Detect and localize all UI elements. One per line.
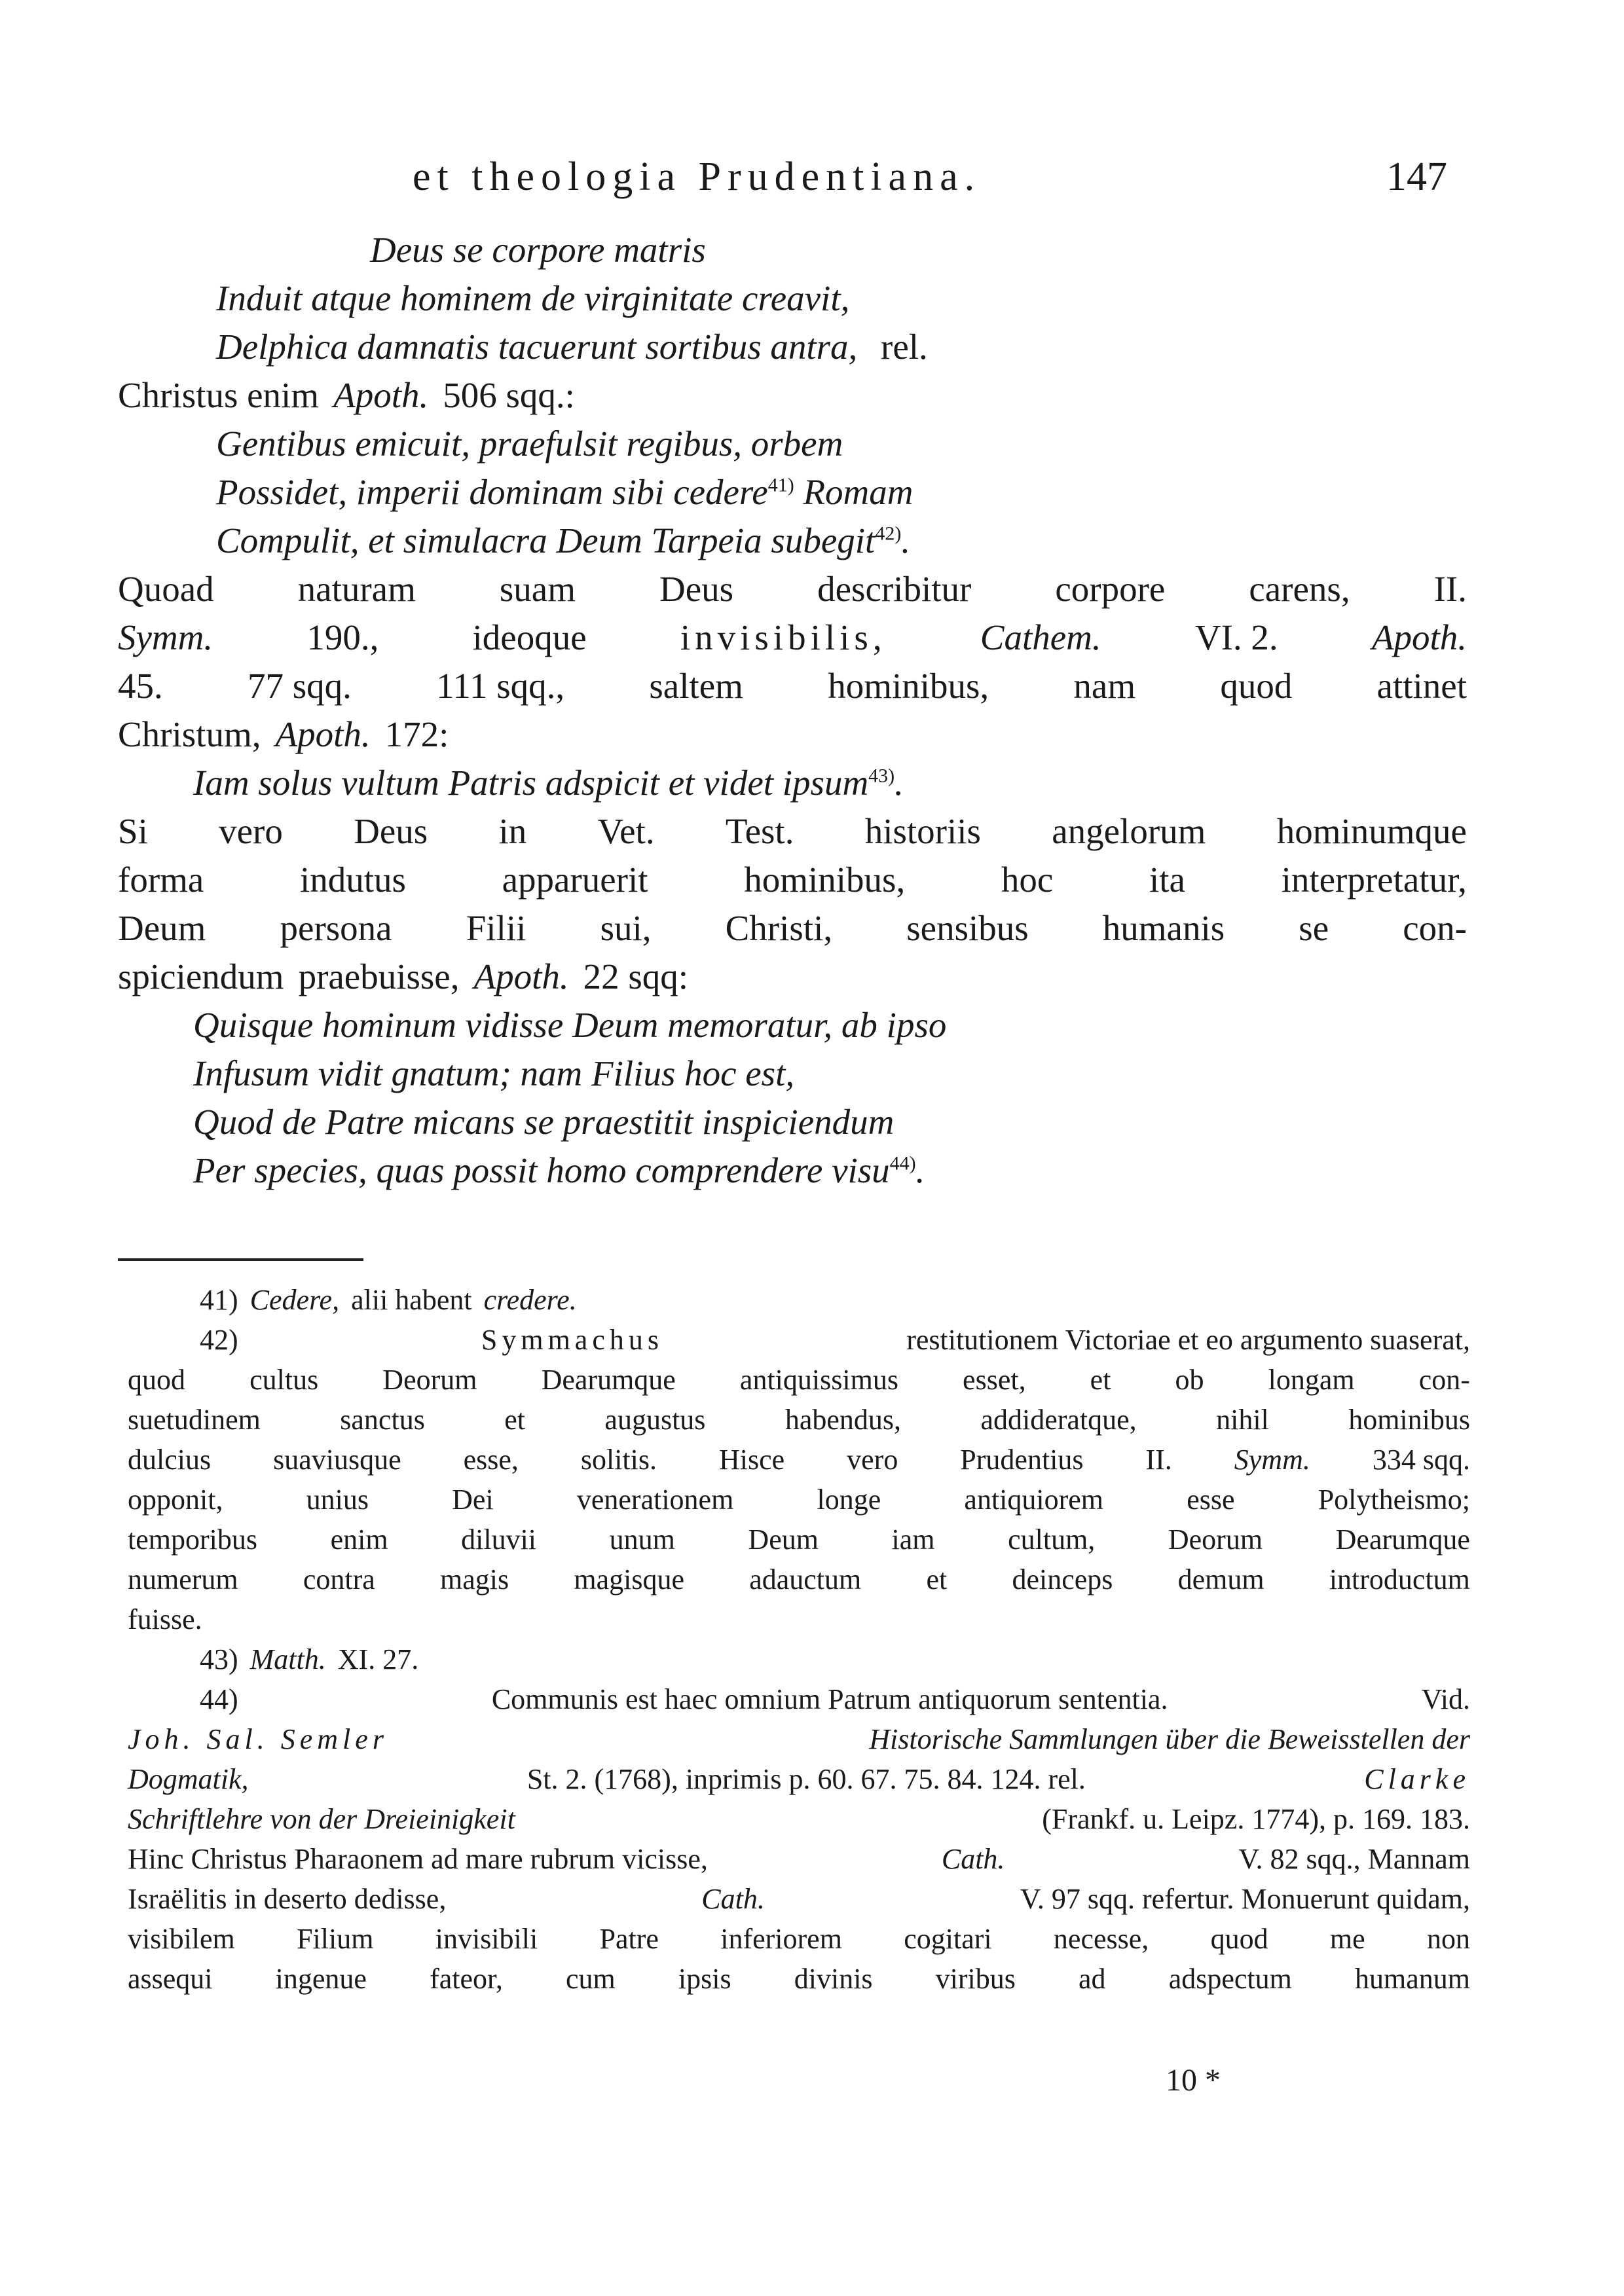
verse-text: Possidet, imperii dominam sibi cedere	[216, 472, 768, 512]
verse-line	[118, 468, 1467, 517]
word: magis	[440, 1563, 509, 1595]
word: deinceps	[1012, 1563, 1113, 1595]
text-line	[118, 904, 1467, 953]
word: non	[1426, 1923, 1470, 1955]
text-line	[118, 565, 1467, 613]
word: adspectum	[1168, 1963, 1292, 1995]
text-line	[118, 953, 1467, 1001]
verse-line: Per species, quas possit homo comprendere visu$^{44)}$.	[193, 1150, 925, 1190]
work-title: Dogmatik,	[128, 1763, 249, 1795]
word: visibilem	[128, 1923, 235, 1955]
work-abbrev: Symm.	[1234, 1444, 1310, 1476]
note-line	[128, 1400, 1470, 1440]
word: hominibus	[1348, 1404, 1470, 1436]
note-line	[128, 1559, 1470, 1599]
word: naturam	[297, 569, 416, 609]
word: credere.	[483, 1284, 577, 1316]
work-title: Schriftlehre von der Dreieinigkeit	[128, 1803, 515, 1835]
text-line	[118, 613, 1467, 662]
word: esse,	[463, 1444, 519, 1476]
word: me	[1329, 1923, 1365, 1955]
word: Deus	[354, 811, 428, 851]
word: ob	[1175, 1364, 1204, 1396]
word: attinet	[1376, 666, 1467, 706]
word: Patre	[599, 1923, 659, 1955]
word: con-	[1403, 908, 1467, 948]
word: suetudinem	[128, 1404, 261, 1436]
spaced-word: invisibilis,	[680, 617, 887, 657]
footnote-42	[128, 1320, 1470, 1360]
word: cum	[566, 1963, 616, 1995]
verse-line: Induit atque hominem de virginitate creavit,	[216, 278, 850, 318]
running-title: et theologia Prudentiana.	[413, 155, 982, 199]
word: 506 sqq.:	[443, 375, 575, 415]
word: esse	[1187, 1484, 1235, 1516]
note-line	[128, 1759, 1470, 1799]
note-line	[128, 1599, 1470, 1639]
word: et	[504, 1404, 525, 1436]
note-line	[128, 1879, 1470, 1919]
word: Cedere,	[249, 1284, 340, 1316]
word: Hisce	[718, 1444, 785, 1476]
note-line	[128, 1959, 1470, 1999]
author-name: Joh. Sal. Semler	[128, 1723, 388, 1755]
verse-text: Iam solus vultum Patris adspicit et videt ipsum	[193, 763, 869, 803]
note-text: Israëlitis in deserto dedisse,	[128, 1883, 447, 1915]
word: 45.	[118, 666, 163, 706]
word: angelorum	[1052, 811, 1206, 851]
word: interpretatur,	[1281, 860, 1467, 900]
word: fuisse.	[128, 1603, 202, 1635]
word: ingenue	[275, 1963, 367, 1995]
word: numerum	[128, 1563, 238, 1595]
word: opponit,	[128, 1484, 223, 1516]
verse-line	[118, 517, 1467, 565]
verse-tail: rel.	[881, 327, 928, 367]
word: vero	[219, 811, 283, 851]
word: contra	[303, 1563, 375, 1595]
word: hominibus,	[744, 860, 906, 900]
word: quod	[1220, 666, 1293, 706]
footnote-41	[128, 1280, 1470, 1320]
note-text: St. 2. (1768), inprimis p. 60. 67. 75. 84. 124. rel.	[526, 1763, 1086, 1795]
verse-line: Quisque hominum vidisse Deum memoratur, ab ipso	[193, 1005, 947, 1045]
work-abbrev: Cath.	[941, 1843, 1005, 1875]
note-line	[128, 1440, 1470, 1480]
word: assequi	[128, 1963, 213, 1995]
signature-mark: 10 *	[1166, 2063, 1221, 2098]
word: demum	[1177, 1563, 1264, 1595]
work-abbrev: Apoth.	[473, 957, 569, 996]
word: vero	[847, 1444, 898, 1476]
word: venerationem	[576, 1484, 734, 1516]
word: viribus	[935, 1963, 1016, 1995]
word: magisque	[574, 1563, 684, 1595]
text-line	[118, 710, 1467, 759]
footnote-ref: 42)	[875, 522, 902, 545]
word: nam	[1073, 666, 1136, 706]
note-line	[128, 1360, 1470, 1400]
word: nihil	[1216, 1404, 1269, 1436]
word: unius	[306, 1484, 369, 1516]
footnote-ref: 41)	[767, 474, 794, 496]
author-name: Clarke	[1364, 1763, 1470, 1795]
note-number: 41)	[200, 1284, 238, 1316]
word: sui,	[600, 908, 652, 948]
note-line	[128, 1719, 1470, 1759]
word: Dearumque	[1335, 1523, 1470, 1556]
word: Christi,	[725, 908, 833, 948]
word: alii habent	[351, 1284, 472, 1316]
word: ita	[1149, 860, 1185, 900]
verse-line: Iam solus vultum Patris adspicit et videt ipsum$^{43)}$.	[193, 763, 904, 803]
running-head	[118, 154, 1467, 206]
word: describitur	[817, 569, 972, 609]
word: Si	[118, 811, 148, 851]
word: enim	[330, 1523, 388, 1556]
word: ad	[1079, 1963, 1106, 1995]
word: necesse,	[1053, 1923, 1149, 1955]
word: 111 sqq.,	[436, 666, 565, 706]
word: persona	[280, 908, 392, 948]
note-text: Hinc Christus Pharaonem ad mare rubrum vicisse,	[128, 1843, 708, 1875]
word: introductum	[1329, 1563, 1470, 1595]
word: carens,	[1249, 569, 1350, 609]
word: Polytheismo;	[1318, 1484, 1470, 1516]
word: ipsis	[678, 1963, 731, 1995]
word: praebuisse,	[298, 957, 460, 996]
note-line	[128, 1839, 1470, 1879]
word: apparuerit	[502, 860, 648, 900]
word: in	[498, 811, 527, 851]
note-line	[128, 1520, 1470, 1559]
word: indutus	[299, 860, 406, 900]
verse-line: Infusum vidit gnatum; nam Filius hoc est,	[193, 1053, 795, 1093]
word: Filium	[297, 1923, 374, 1955]
word: spiciendum	[118, 957, 284, 996]
verse-text: Delphica damnatis tacuerunt sortibus antra,	[216, 327, 858, 367]
word: Deorum	[382, 1364, 477, 1396]
word: quod	[1210, 1923, 1268, 1955]
word: humanis	[1102, 908, 1225, 948]
note-text: Communis est haec omnium Patrum antiquorum sententia.	[491, 1683, 1168, 1715]
word: temporibus	[128, 1523, 257, 1556]
note-text: V. 97 sqq. refertur. Monuerunt quidam,	[1020, 1883, 1470, 1915]
word: forma	[118, 860, 204, 900]
note-text: restitutionem Victoriae et eo argumento suaserat,	[906, 1324, 1470, 1356]
work-abbrev: Matth.	[249, 1643, 326, 1675]
word: hominumque	[1276, 811, 1467, 851]
work-abbrev: Cath.	[701, 1883, 765, 1915]
word: adauctum	[749, 1563, 862, 1595]
word: Deorum	[1168, 1523, 1263, 1556]
work-title: Historische Sammlungen über die Beweisstellen der	[869, 1723, 1470, 1755]
footnote-44	[128, 1679, 1470, 1719]
word: corpore	[1055, 569, 1166, 609]
verse-text: Romam	[803, 472, 913, 512]
word: diluvii	[461, 1523, 537, 1556]
work-abbrev: Apoth.	[333, 375, 429, 415]
word: longe	[817, 1484, 881, 1516]
work-abbrev: Symm.	[118, 617, 213, 657]
word: Deus	[659, 569, 734, 609]
word: addideratque,	[980, 1404, 1137, 1436]
word: suam	[499, 569, 576, 609]
word: saltem	[649, 666, 743, 706]
note-number: 44)	[200, 1683, 238, 1715]
word: sanctus	[340, 1404, 425, 1436]
word: habendus,	[784, 1404, 902, 1436]
word: II.	[1433, 569, 1467, 609]
word: dulcius	[128, 1444, 212, 1476]
word: cogitari	[904, 1923, 992, 1955]
word: Vet.	[597, 811, 655, 851]
word: inferiorem	[720, 1923, 842, 1955]
word: iam	[891, 1523, 935, 1556]
verse-line: Quod de Patre micans se praestitit inspiciendum	[193, 1102, 895, 1142]
main-text	[118, 226, 1467, 1195]
word: et	[1090, 1364, 1111, 1396]
note-text: (Frankf. u. Leipz. 1774), p. 169. 183.	[1042, 1803, 1470, 1835]
word: et	[926, 1563, 948, 1595]
word: fateor,	[430, 1963, 503, 1995]
word: unum	[609, 1523, 675, 1556]
note-line	[128, 1799, 1470, 1839]
page-number: 147	[1386, 155, 1447, 199]
word: Dei	[452, 1484, 494, 1516]
word: 22 sqq:	[583, 957, 689, 996]
word: con-	[1418, 1364, 1470, 1396]
word: suaviusque	[273, 1444, 401, 1476]
word: Vid.	[1421, 1683, 1470, 1715]
word: Quoad	[118, 569, 214, 609]
verse-text: Per species, quas possit homo comprendere visu	[193, 1150, 890, 1190]
word: XI. 27.	[337, 1643, 419, 1675]
word: Christus enim	[118, 375, 320, 415]
word: antiquiorem	[964, 1484, 1104, 1516]
word: II.	[1145, 1444, 1172, 1476]
spaced-name: Symmachus	[481, 1324, 663, 1356]
note-line	[128, 1480, 1470, 1520]
word: antiquissimus	[739, 1364, 898, 1396]
note-text: V. 82 sqq., Mannam	[1238, 1843, 1470, 1875]
footnote-rule	[118, 1258, 363, 1261]
word: longam	[1268, 1364, 1355, 1396]
word: historiis	[864, 811, 981, 851]
word: Dearumque	[541, 1364, 676, 1396]
word: augustus	[604, 1404, 706, 1436]
footnote-ref: 44)	[889, 1152, 916, 1175]
word: hoc	[1001, 860, 1054, 900]
verse-text: Compulit, et simulacra Deum Tarpeia subegit	[216, 520, 876, 560]
word: 77 sqq.	[247, 666, 352, 706]
text-line	[118, 662, 1467, 710]
work-abbrev: Apoth.	[275, 714, 371, 754]
word: hominibus,	[828, 666, 989, 706]
word: ideoque	[472, 617, 587, 657]
word: sensibus	[906, 908, 1029, 948]
word: Deum	[748, 1523, 819, 1556]
word: quod	[128, 1364, 185, 1396]
word: divinis	[794, 1963, 873, 1995]
footnote-43	[128, 1639, 1470, 1679]
note-number: 42)	[200, 1324, 238, 1356]
word: Christum,	[118, 714, 261, 754]
text-line	[118, 807, 1467, 856]
word: humanum	[1354, 1963, 1470, 1995]
word: esset,	[963, 1364, 1026, 1396]
word: se	[1299, 908, 1329, 948]
note-number: 43)	[200, 1643, 238, 1675]
text-line	[118, 371, 1467, 420]
footnote-ref: 43)	[868, 765, 895, 787]
footnotes	[128, 1280, 1470, 1999]
word: invisibili	[435, 1923, 538, 1955]
word: cultum,	[1008, 1523, 1096, 1556]
word: cultus	[249, 1364, 319, 1396]
text-line	[118, 856, 1467, 904]
work-abbrev: Apoth.	[1371, 617, 1467, 657]
verse-line	[118, 323, 1467, 371]
word: Filii	[466, 908, 526, 948]
verse-text: .	[901, 520, 911, 560]
word: 334 sqq.	[1372, 1444, 1470, 1476]
word: 172:	[384, 714, 449, 754]
word: VI. 2.	[1194, 617, 1278, 657]
word: 190.,	[306, 617, 379, 657]
note-line	[128, 1919, 1470, 1959]
verse-line: Deus se corpore matris	[370, 230, 706, 270]
word: Test.	[725, 811, 794, 851]
word: solitis.	[580, 1444, 657, 1476]
work-abbrev: Cathem.	[980, 617, 1101, 657]
word: Prudentius	[960, 1444, 1084, 1476]
word: Deum	[118, 908, 206, 948]
verse-line: Gentibus emicuit, praefulsit regibus, orbem	[216, 424, 843, 464]
